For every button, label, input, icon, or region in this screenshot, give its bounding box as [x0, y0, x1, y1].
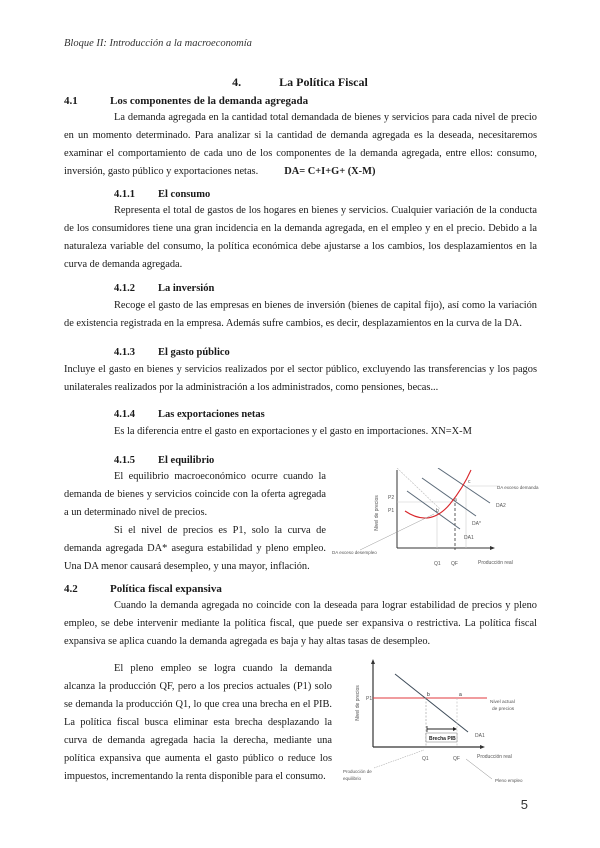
da-exceso-desempleo-label: DA exceso desempleo: [332, 550, 377, 555]
x-axis-label: Producción real: [477, 754, 512, 760]
section-title: Las exportaciones netas: [158, 409, 265, 420]
x-axis-label: Producción real: [478, 560, 513, 566]
running-header: Bloque II: Introducción a la macroeconomía: [64, 38, 252, 49]
p1-label: P1: [366, 696, 373, 702]
chapter-title: [0, 75, 600, 90]
point-c-label: c: [468, 479, 471, 485]
section-heading-4-1-4: [114, 409, 265, 420]
da2-label: DA2: [496, 503, 506, 509]
section-number: 4.1: [64, 95, 78, 107]
chapter-title-text: La Política Fiscal: [279, 75, 368, 89]
equilibrium-label-1: Producción de: [343, 769, 372, 774]
paragraph-4-2: Cuando la demanda agregada no coincide con la deseada para lograr estabilidad de precios y pleno empleo, se debe intervenir mediante la política fiscal, que puede ser expansiva o restrictiva. La política fiscal expansiva se aplica cuando la demanda agregada es baja y hay altas tasas de desempleo.: [64, 600, 537, 647]
gap-label: Brecha PIB: [429, 736, 456, 742]
paragraph-text: La demanda agregada en la cantidad total demandada de bienes y servicios para cada nivel de precio en un momento determinado. Para analizar si la cantidad de demanda agregada es la deseada, necesitaremos examinar el comportamiento de cada uno de los componentes de la demanda agregada, entre ellos: consumo, inversión, gasto público y exportaciones netas.: [64, 112, 537, 177]
section-title: El consumo: [158, 189, 211, 200]
point-b-label: b: [427, 692, 430, 698]
section-heading-4-1-5: [114, 455, 214, 466]
da2-line: [438, 468, 490, 503]
q1-label: Q1: [434, 561, 441, 567]
paragraph-4-1-1: Representa el total de gastos de los hogares en bienes y servicios. Cualquier variación de la conducta de los consumidores tiene una gran incidencia en la demanda agregada, en el empleo y en el precio. Debido a la naturaleza variable del consumo, la política económica debe ajustarse a los cambios, los desplazamientos en la curva de demanda agregada.: [64, 205, 537, 270]
paragraph-4-1-3: Incluye el gasto en bienes y servicios realizados por el sector público, excluyendo las transferencias y los pagos unilaterales realizados por la administración a los administrados, como pensiones, becas...: [64, 364, 537, 393]
section-heading-4-1: [64, 95, 308, 107]
point-a-label: a: [459, 692, 462, 698]
section-number: 4.1.3: [114, 347, 135, 358]
point-b-label: b: [436, 508, 439, 514]
y-axis-label: Nivel de precios: [355, 685, 361, 721]
section-title: El equilibrio: [158, 455, 215, 466]
da1-label: DA1: [464, 535, 474, 541]
p1-guide-line: [397, 468, 440, 509]
section-number: 4.1.1: [114, 189, 135, 200]
paragraph-4-1-2: Recoge el gasto de las empresas en bienes de inversión (bienes de capital fijo), así como la variación de existencia registrada en la empresa. Además sufre cambios, es decir, desplazamientos en la curva de la DA.: [64, 300, 537, 329]
paragraph-4-1-4: Es la diferencia entre el gasto en exportaciones y el gasto en importaciones. XN=X-M: [114, 426, 472, 437]
figure-fiscal-gap: [340, 658, 560, 788]
chapter-number: 4.: [232, 75, 242, 89]
da-exceso-demanda-label: DA exceso demanda: [497, 485, 539, 490]
q1-label: Q1: [422, 756, 429, 762]
equilibrium-label-2: equilibrio: [343, 776, 362, 781]
section-title: La inversión: [158, 283, 215, 294]
qf-label: QF: [451, 561, 458, 567]
section-number: 4.1.5: [114, 455, 135, 466]
equilibrium-pointer: [374, 750, 424, 768]
paragraph-4-2-b: El pleno empleo se logra cuando la demanda alcanza la producción QF, pero a los precios actuales (P1) solo se demanda la producción Q1, lo que crea una brecha en el PIB. La política fiscal busca eliminar esta brecha desplazando la curva de demanda agregada hacia la derecha, mediante una política expansiva que aumenta el gasto público o reduce los impuestos, incrementando la renta disponible para el consumo.: [64, 663, 332, 782]
page-number: 5: [520, 797, 528, 812]
section-heading-4-1-3: [114, 347, 230, 358]
section-title: Política fiscal expansiva: [110, 583, 222, 595]
section-number: 4.1.2: [114, 283, 135, 294]
paragraph-text: El equilibrio macroeconómico ocurre cuando la demanda de bienes y servicios coincide con la oferta agregada a un determinado nivel de precios.: [64, 471, 326, 518]
full-employment-pointer: [466, 759, 492, 779]
p1-label: P1: [388, 508, 395, 514]
full-employment-label: Pleno empleo: [495, 778, 523, 783]
da-star-label: DA*: [472, 521, 481, 527]
section-heading-4-2: [64, 583, 222, 595]
section-title: El gasto público: [158, 347, 230, 358]
paragraph-text: Si el nivel de precios es P1, solo la curva de demanda agregada DA* asegura estabilidad y pleno empleo. Una DA menor causará desempleo, y una mayor, inflación.: [64, 525, 326, 572]
price-line-label-1: Nivel actual: [490, 700, 515, 705]
section-number: 4.2: [64, 583, 78, 595]
price-line-label-2: de precios: [492, 707, 515, 712]
point-a-label: a: [454, 497, 457, 503]
qf-label: QF: [453, 756, 460, 762]
formula-da: DA= C+I+G+ (X-M): [284, 166, 376, 177]
figure-equilibrium: [330, 468, 565, 576]
y-axis: [371, 659, 375, 747]
da1-label: DA1: [475, 733, 485, 739]
section-title: Los componentes de la demanda agregada: [110, 95, 309, 107]
section-number: 4.1.4: [114, 409, 135, 420]
paragraph-4-1: [64, 109, 537, 181]
x-axis: [397, 546, 495, 550]
paragraph-4-1-5: [64, 468, 326, 576]
x-axis: [373, 745, 485, 749]
section-heading-4-1-1: [114, 189, 210, 200]
section-heading-4-1-2: [114, 283, 214, 294]
y-axis-label: Nivel de precios: [374, 495, 380, 531]
p2-label: P2: [388, 495, 395, 501]
